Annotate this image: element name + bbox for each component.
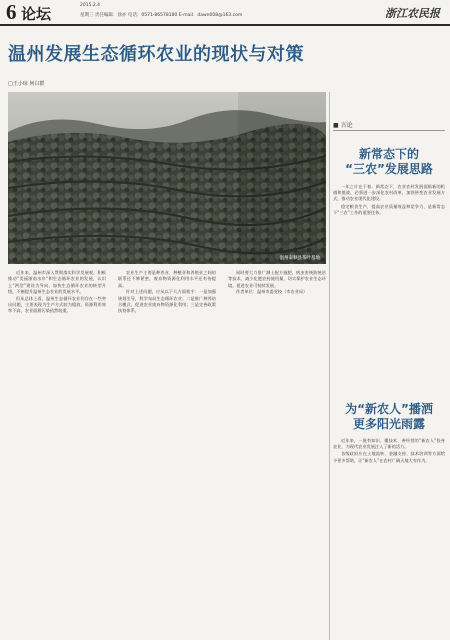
divider — [333, 130, 445, 131]
paragraph: 农业生产主要是种养业，种植业和养殖业之间的联系还不够紧密，废弃物资源化利用水平还有待提高。 — [118, 270, 216, 288]
tea-field-image — [8, 92, 326, 264]
article-byline: □王小琼 何白群 — [8, 81, 45, 87]
page-header — [0, 0, 450, 26]
title-line: “三农”发展思路 — [345, 162, 433, 176]
paragraph: 一年之计在于春。新常态下，农业农村发展面临新的机遇和挑战，必须进一步深化农村改革，加快转变农业发展方式，推动农业现代化建设。 — [333, 184, 445, 202]
paragraph: 近年来，温州市深入贯彻落实科学发展观，积极推动“美丽浙南水乡”和生态循环农业的发展，认识上“两型”建设为导向，加快生态循环农业的转型升级，不断提升温州生态农业的发展水平。 — [8, 270, 106, 295]
sidebar-commentary — [333, 92, 445, 640]
title-line: 为“新农人”播洒 — [345, 402, 433, 416]
commentary-2-body — [333, 438, 445, 465]
article-column-3 — [228, 270, 326, 638]
photo-caption: 温州泰顺县茶叶基地 — [279, 256, 320, 261]
paragraph: 但从总体上看，温州生态循环农业仍存在一些突出问题，主要表现为生产方式较为粗放，资源利用效率不高，农业面源污染依然较重。 — [8, 295, 106, 314]
commentary-1-title — [333, 147, 445, 177]
issue-date: 2015.2.4 — [80, 3, 101, 8]
title-line: 更多阳光雨露 — [352, 417, 425, 431]
contact-line: 星期三 责任编辑：徐亦 电话：0571-86578180 E-mail：dawn008@163.com — [80, 13, 243, 18]
paragraph: 同时要大力推广测土配方施肥、病虫害统防统治等技术，减少化肥农药使用量，切实保护农业生态环境，促进农业可持续发展。 — [228, 270, 326, 288]
article-title: 温州发展生态循环农业的现状与对策 — [8, 44, 304, 65]
paragraph: 针对上述问题，应从以下几方面着手：一是加强规划引导，科学布局生态循环农业；二是推广种养结合模式，促进农业废弃物资源化利用；三是完善政策扶持体系。 — [118, 289, 216, 314]
newspaper-name: 浙江农民报 — [385, 7, 440, 20]
commentary-tag: ■ 言论 — [333, 122, 353, 129]
paragraph: 作者单位：温州市委党校（市农业局） — [236, 289, 308, 295]
title-line: 新常态下的 — [358, 147, 419, 161]
article-photo — [8, 92, 326, 264]
commentary-1-body — [333, 184, 445, 217]
paragraph: 稳定粮食生产，提高农业质量效益和竞争力，是新常态下“三农”工作的重要任务。 — [333, 203, 445, 215]
column-divider — [329, 92, 330, 640]
commentary-2-title — [333, 402, 445, 432]
article-body — [8, 270, 326, 640]
section-number: 6 — [6, 0, 17, 24]
article-column-2 — [118, 270, 216, 638]
paragraph: 各级政府应在土地流转、金融支持、技术培训等方面给予更多帮助，让“新农人”在农村广阔天地大有作为。 — [333, 451, 445, 463]
article-column-1 — [8, 270, 106, 638]
section-name: 论坛 — [21, 5, 52, 23]
paragraph: 近年来，一批有知识、懂技术、善经营的“新农人”投身农业，为现代农业发展注入了新的活力。 — [333, 438, 445, 450]
